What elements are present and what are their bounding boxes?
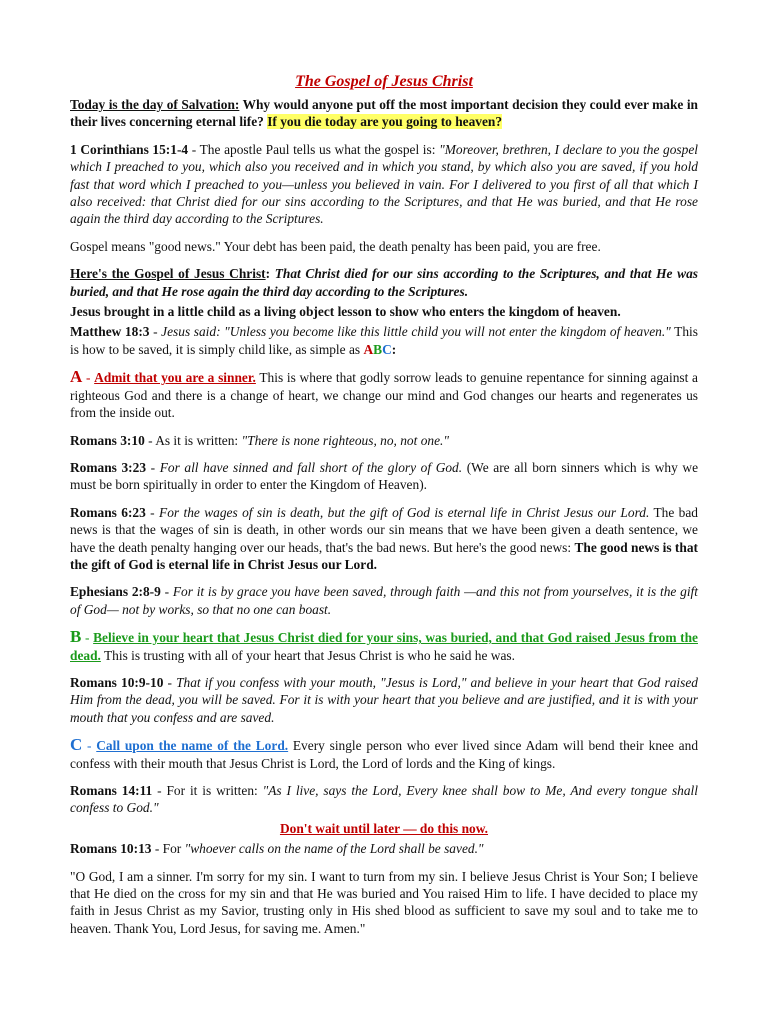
verse-dash: - [145, 504, 160, 520]
section-a-heading: Admit that you are a sinner. [94, 370, 256, 386]
verse-quote: For it is by grace you have been saved, through faith —and this not from yourselves, it is the gift of God— not by works, so that no one can boast. [70, 584, 698, 617]
romans-10-13-paragraph [70, 840, 698, 857]
verse-intro: - For it is written: [152, 783, 263, 798]
section-a-text: This is where that godly sorrow leads to genuine repentance for sinning against a righteous God and there is a change of heart, we change our mind and God changes our hearts and regenerates us from the inside out. [70, 370, 698, 421]
matthew-paragraph [70, 323, 698, 358]
prayer-paragraph: "O God, I am a sinner. I'm sorry for my sin. I want to turn from my sin. I believe Jesus Christ is Your Son; I believe that He died on the cross for my sin and that He was buried and You raised Him to life. I have decided to place my faith in Jesus Christ as my Savior, trusting only in His shed blood as sufficient to save my soul and to take me to heaven. Thank You, Lord Jesus, for saving me. Amen." [70, 868, 698, 936]
verse-ref: 1 Corinthians 15:1-4 [70, 141, 189, 157]
intro-lead: Today is the day of Salvation: [70, 97, 240, 112]
abc-letter-b: B [373, 341, 383, 357]
verse-dash: - [149, 324, 162, 340]
child-line [70, 303, 698, 320]
verse-quote: That if you confess with your mouth, "Jesus is Lord," and believe in your heart that God raised Him from the dead, you will be saved. For it is with your heart that you believe and are justified, and it is with your mouth that you confess and are saved. [70, 674, 698, 725]
section-b-text: This is trusting with all of your heart that Jesus Christ is who he said he was. [100, 647, 515, 663]
ephesians-paragraph [70, 583, 698, 618]
verse-intro: - For [151, 841, 185, 857]
intro-question: Why would anyone put off the most important decision they could ever make in their lives concerning eternal life? [70, 97, 698, 130]
verse-ref: Romans 3:10 [70, 432, 145, 448]
section-c-heading: Call upon the name of the Lord. [96, 738, 289, 754]
romans-3-23-paragraph [70, 459, 698, 494]
verse-ref: Romans 14:11 [70, 783, 153, 798]
section-a-paragraph [70, 368, 698, 421]
verse-ref: Ephesians 2:8-9 [70, 584, 161, 600]
section-c-paragraph [70, 736, 698, 772]
verse-quote: "Moreover, brethren, I declare to you the gospel which I preached to you, which also you received and in which you stand, by which also you are saved, if you hold fast that word which I preached to you—unless you believed in vain. For I delivered to you first of all that which I also received: that Christ died for our sins according to the Scriptures, and that He was buried, and that He rose again the third day according to the Scriptures. [70, 141, 698, 227]
corinthians-paragraph [70, 141, 698, 228]
verse-quote: "As I live, says the Lord, Every knee shall bow to Me, And every tongue shall confess to God." [70, 783, 698, 816]
verse-dash: - [160, 584, 173, 600]
verse-after: The bad news is that the wages of sin is death, in other words our sin means that we have been given a death sentence, we have the death penalty hanging over our heads, that's the bad news. But here's the good news: [70, 504, 698, 555]
romans-10-9-paragraph [70, 674, 698, 726]
abc-letter-c: C [382, 341, 392, 357]
good-news-text: The good news is that the gift of God is eternal life in Christ Jesus our Lord. [70, 539, 698, 572]
section-c-text: Every single person who ever lived since Adam will bend their knee and confess with their mouth that Jesus Christ is Lord, the Lord of lords and the King of kings. [70, 738, 699, 771]
verse-ref: Romans 6:23 [70, 504, 146, 520]
matthew-after: This is how to be saved, it is simply child like, as simple as [70, 324, 698, 357]
intro-paragraph [70, 96, 698, 131]
verse-ref: Matthew 18:3 [70, 324, 150, 340]
verse-dash: - [146, 459, 160, 475]
verse-dash: - [163, 674, 177, 690]
page-title: The Gospel of Jesus Christ [295, 73, 473, 90]
verse-quote: "There is none righteous, no, not one." [241, 432, 450, 448]
dont-wait-text: Don't wait until later — do this now. [279, 820, 489, 836]
verse-quote: "whoever calls on the name of the Lord shall be saved." [184, 841, 484, 857]
section-c-letter: C [70, 735, 83, 755]
child-line-text: Jesus brought in a little child as a living object lesson to show who enters the kingdom of heaven. [70, 304, 621, 320]
dont-wait-line [70, 820, 698, 837]
verse-quote: For the wages of sin is death, but the gift of God is eternal life in Christ Jesus our Lord. [159, 504, 650, 520]
verse-quote: Jesus said: "Unless you become like this little child you will not enter the kingdom of heaven." [161, 324, 671, 340]
section-b-dash: - [81, 630, 94, 646]
abc-letter-a: A [363, 341, 374, 357]
section-a-letter: A [70, 367, 83, 387]
section-c-dash: - [82, 738, 97, 754]
verse-intro: - The apostle Paul tells us what the gospel is: [188, 141, 440, 157]
verse-quote: For all have sinned and fall short of the glory of God. [159, 459, 463, 475]
intro-highlight: If you die today are you going to heaven? [267, 114, 503, 130]
heres-colon: : [265, 266, 275, 282]
verse-intro: - As it is written: [144, 432, 242, 448]
gospel-means-paragraph: Gospel means "good news." Your debt has been paid, the death penalty has been paid, you are free. [70, 238, 601, 254]
verse-after: (We are all born sinners which is why we must be born spiritually in order to enter the Kingdom of Heaven). [70, 459, 699, 493]
heres-gospel-paragraph [70, 265, 698, 300]
section-b-letter: B [70, 627, 82, 647]
romans-6-23-paragraph [70, 504, 698, 574]
section-b-paragraph [70, 628, 698, 664]
romans-14-11-paragraph [70, 782, 698, 817]
verse-ref: Romans 3:23 [70, 459, 147, 475]
abc-colon: : [391, 341, 397, 357]
verse-ref: Romans 10:13 [70, 841, 152, 857]
heres-lead: Here's the Gospel of Jesus Christ [70, 266, 266, 282]
section-a-dash: - [82, 370, 95, 386]
romans-3-10-paragraph [70, 432, 698, 449]
section-b-heading: Believe in your heart that Jesus Christ died for your sins, was buried, and that God raised Jesus from the dead. [70, 630, 698, 663]
verse-ref: Romans 10:9-10 [70, 674, 164, 690]
heres-text: That Christ died for our sins according to the Scriptures, and that He was buried, and that He rose again the third day according to the Scriptures. [70, 266, 698, 299]
